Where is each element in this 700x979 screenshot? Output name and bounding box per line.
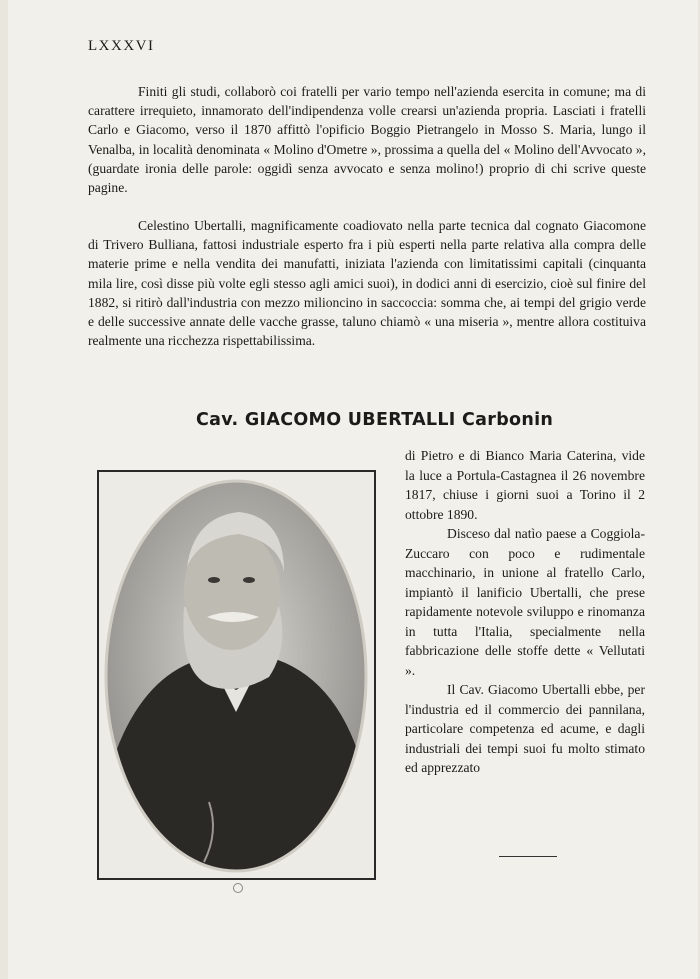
page-folio: LXXXVI — [88, 38, 155, 54]
paragraph-2 — [88, 216, 646, 350]
biography-column — [405, 446, 645, 778]
page-mark — [233, 883, 243, 893]
biography-paragraph-3-text: Il Cav. Giacomo Ubertalli ebbe, per l'industria ed il commercio dei pannilana, particolare competenza ed acume, e dagli industriali dei tempi suoi fu molto stimato ed apprezzato — [405, 682, 645, 775]
biography-paragraph-2-text: Disceso dal natìo paese a Coggiola-Zuccaro con poco e rudimentale macchinario, in unione al fratello Carlo, impiantò il lanificio Ubertalli, che prese rapidamente notevole sviluppo e rinomanza in tutta l'Italia, specialmente nella fabbricazione delle stoffe dette « Vellutati ». — [405, 526, 645, 678]
paragraph-1 — [88, 82, 646, 197]
biography-paragraph-1: di Pietro e di Bianco Maria Caterina, vide la luce a Portula-Castagnea il 26 novembre 1817, chiuse i giorni suoi a Torino il 2 ottobre 1890. — [405, 448, 645, 522]
portrait-illustration — [99, 472, 374, 878]
biography-paragraph-2 — [405, 524, 645, 680]
end-rule — [499, 856, 557, 857]
book-page — [8, 0, 698, 979]
section-heading: Cav. GIACOMO UBERTALLI Carbonin — [196, 410, 554, 430]
paragraph-1-text: Finiti gli studi, collaborò coi fratelli per vario tempo nell'azienda esercita in comune; ma di carattere irrequieto, innamorato dell'indipendenza volle crearsi un'azienda propria. Lasciati i fratelli Carlo e Giacomo, verso il 1870 affittò l'opificio Boggio Pietrangelo in Mosso S. Maria, lungo il Venalba, in località denominata « Molino d'Ometre », prossima a quella del « Molino dell'Avvocato », (guardate ironia delle parole: oggidì senza avvocato e senza molino!) proprio di chi scrive queste pagine. — [88, 84, 646, 196]
biography-paragraph-3 — [405, 680, 645, 778]
paragraph-2-text: Celestino Ubertalli, magnificamente coadiovato nella parte tecnica dal cognato Giacomone di Trivero Bulliana, fattosi industriale esperto fra i più esperti nella parte relativa alla compra delle materie prime e nella vendita dei manufatti, iniziata l'azienda con limitatissimi capitali (cinquanta mila lire, così disse più volte egli stesso agli amici suoi), in dodici anni di esercizio, cioè sul finire del 1882, si ritirò dall'industria con mezzo milioncino in saccoccia: somma che, ai tempi del grigio verde e delle successive annate delle vacche grasse, taluno chiamò « una miseria », mentre allora costituiva realmente una ricchezza rispettabilissima. — [88, 218, 646, 349]
portrait-image — [97, 470, 376, 880]
